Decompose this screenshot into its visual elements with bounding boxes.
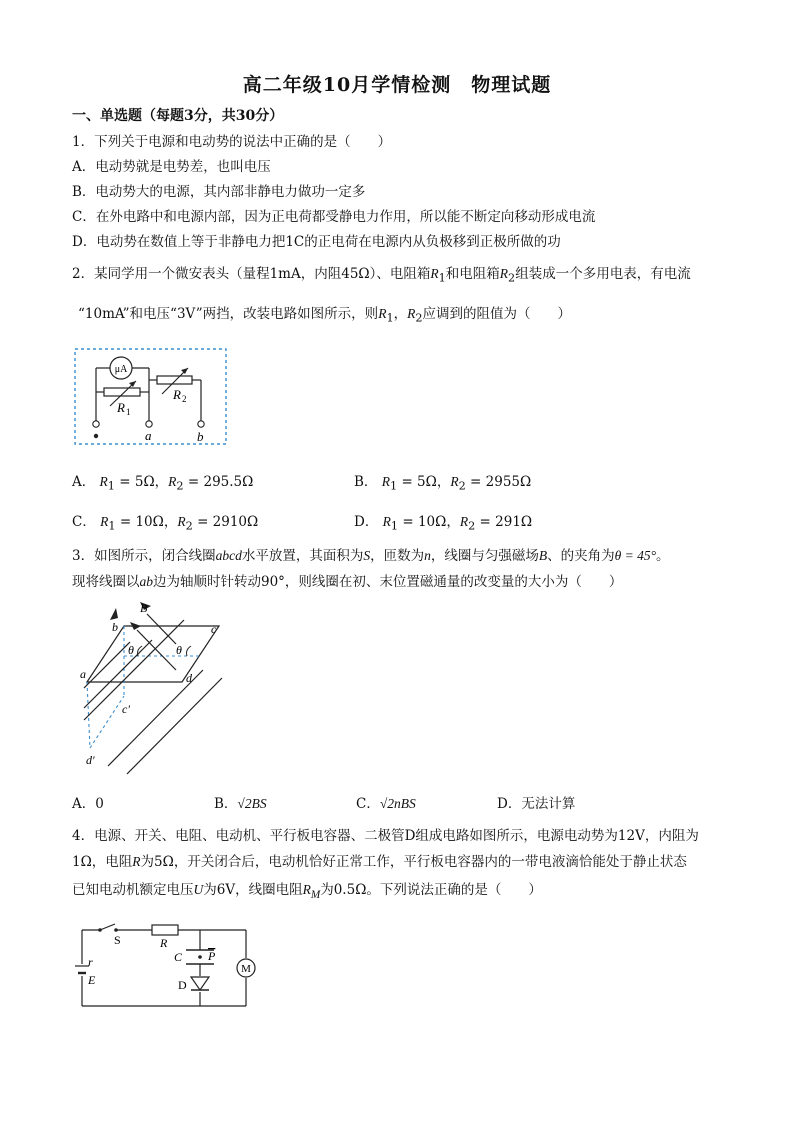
q2-option-d: D． $R_1 = 10\Omega$，$R_2 = 291\Omega$ [354, 514, 533, 533]
q4-stem-line1: 4．电源、开关、电阻、电动机、平行板电容器、二极管D组成电路如图所示，电源电动势为12V，内阻为 [72, 828, 699, 844]
motor-label: M [241, 963, 251, 975]
q3-option-c: C．√2nBS [356, 796, 416, 812]
corner-c-label: c [211, 622, 217, 636]
q2-option-b: B． $R_1 = 5\Omega$，$R_2 = 2955\Omega$ [354, 474, 532, 493]
q2-stem-line1: 2．某同学用一个微安表头（量程1mA，内阻45Ω）、电阻箱$R_1$和电阻箱$R_2$组装成一个多用电表，有电流 [72, 266, 691, 285]
diode-label: D [178, 978, 187, 992]
r1-label: R [117, 400, 125, 415]
terminal-b-label: b [197, 429, 204, 444]
q1-stem: 1．下列关于电源和电动势的说法中正确的是（ ） [72, 134, 392, 150]
corner-b-label: b [112, 620, 118, 634]
q3-stem-line2: 现将线圈以ab边为轴顺时针转动90°，则线圈在初、末位置磁通量的改变量的大小为（ ） [72, 574, 623, 590]
q4-stem-line3: 已知电动机额定电压U为6V，线圈电阻$R_M$为0.5Ω。下列说法正确的是（ ） [72, 882, 542, 901]
q3-option-a: A．0 [72, 796, 104, 812]
q2-circuit-figure [74, 348, 228, 446]
corner-d-prime-label: d′ [86, 753, 95, 767]
microammeter-label: μA [114, 364, 128, 375]
corner-a-label: a [80, 667, 86, 681]
emf-label: E [88, 973, 96, 987]
q3-option-d: D．无法计算 [497, 796, 576, 812]
q3-stem-line1: 3．如图所示，闭合线圈abcd水平放置，其面积为S，匝数为n，线圈与匀强磁场B、的夹角为θ = 45°。 [72, 548, 670, 564]
q1-option-b: B．电动势大的电源，其内部非静电力做功一定多 [72, 184, 366, 200]
section-heading: 一、单选题（每题3分，共30分） [72, 108, 284, 124]
q1-option-a: A．电动势就是电势差，也叫电压 [72, 159, 271, 175]
q2-option-a: A． $R_1 = 5\Omega$，$R_2 = 295.5\Omega$ [72, 474, 254, 493]
page-title: 高二年级10月学情检测 物理试题 [242, 74, 552, 96]
terminal-a-label: a [145, 428, 152, 443]
angle-theta-2: θ [176, 643, 182, 657]
q1-option-c: C．在外电路中和电源内部，因为正电荷都受静电力作用，所以能不断定向移动形成电流 [72, 209, 596, 225]
q4-circuit-figure [72, 922, 262, 1012]
q2-option-c: C． $R_1 = 10\Omega$，$R_2 = 2910\Omega$ [72, 514, 259, 533]
corner-c-prime-label: c′ [122, 702, 130, 716]
svg-text:1: 1 [126, 407, 131, 417]
corner-d-label: d [186, 671, 192, 685]
field-B-label: B [140, 601, 148, 615]
droplet-label: P [208, 949, 216, 963]
svg-text:2: 2 [182, 394, 187, 404]
resistor-label: R [160, 936, 168, 950]
angle-theta-1: θ [128, 643, 134, 657]
r2-label: R [173, 387, 181, 402]
q1-option-d: D．电动势在数值上等于非静电力把1C的正电荷在电源内从负极移到正极所做的功 [72, 234, 561, 250]
q3-option-b: B．√2BS [214, 796, 267, 812]
switch-label: S [114, 933, 121, 947]
q2-stem-line2: “10mA”和电压“3V”两挡，改装电路如图所示，则$R_1$，$R_2$应调到的阻值为（ ） [78, 306, 572, 325]
q3-coil-figure [72, 598, 232, 776]
common-terminal [94, 434, 98, 438]
q4-stem-line2: 1Ω，电阻R为5Ω，开关闭合后，电动机恰好正常工作，平行板电容器内的一带电液滴恰能处于静止状态 [72, 854, 687, 870]
internal-resistance-label: r [88, 955, 93, 969]
capacitor-label: C [174, 950, 183, 964]
